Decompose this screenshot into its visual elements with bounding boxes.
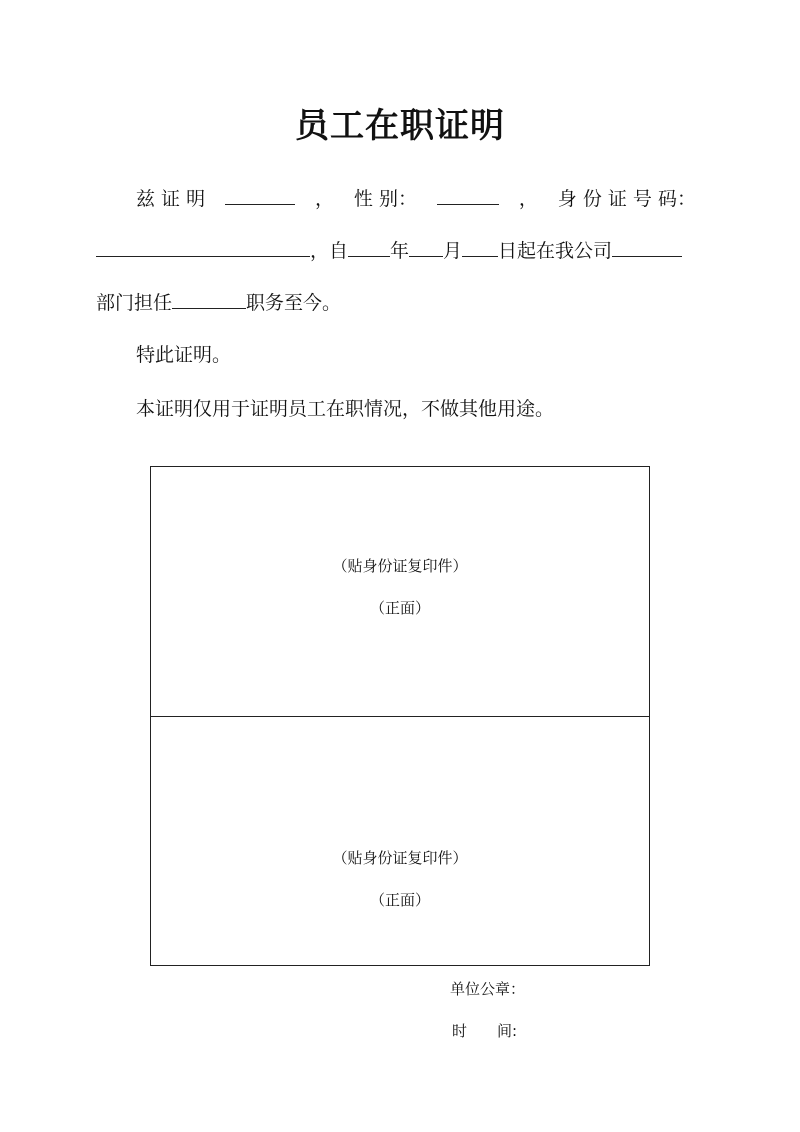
position-blank: [172, 290, 246, 309]
hereby-certify: 特此证明。: [136, 344, 232, 366]
comma: ，: [314, 188, 334, 210]
year-label: 年: [390, 240, 410, 262]
id-copy-side: （正面）: [369, 599, 430, 617]
id-number-label: 身 份 证 号 码：: [557, 188, 696, 210]
paragraph-line-3: [96, 288, 341, 315]
department-blank: [612, 238, 682, 257]
time-label-a: 时: [452, 1022, 468, 1040]
year-blank: [348, 238, 390, 257]
id-copy-box-front: [150, 466, 650, 717]
comma: ，: [518, 188, 538, 210]
position-suffix: 职务至今。: [246, 292, 342, 314]
certify-text: 兹 证 明: [136, 188, 206, 210]
company-text: 日起在我公司: [498, 240, 613, 262]
day-blank: [462, 238, 498, 257]
id-copy-caption: （贴身份证复印件）: [332, 557, 468, 575]
usage-note: 本证明仅用于证明员工在职情况，不做其他用途。: [136, 398, 555, 420]
paragraph-line-2: [96, 236, 706, 263]
id-copy-box-back: [150, 716, 650, 966]
name-blank: [225, 186, 295, 205]
document-title: 员工在职证明: [295, 106, 505, 146]
time-label-b: 间:: [497, 1022, 518, 1040]
gender-label: 性 别：: [353, 188, 417, 210]
month-label: 月: [443, 240, 463, 262]
id-copy-caption: （贴身份证复印件）: [332, 849, 468, 867]
paragraph-line-1: [136, 184, 696, 211]
from-text: ，自: [310, 240, 349, 262]
month-blank: [409, 238, 443, 257]
department-role-text: 部门担任: [96, 292, 173, 314]
id-number-blank: [96, 238, 310, 257]
time-label: [452, 1020, 517, 1041]
gender-blank: [437, 186, 499, 205]
id-copy-side: （正面）: [369, 891, 430, 909]
company-seal-label: 单位公章：: [450, 980, 526, 998]
